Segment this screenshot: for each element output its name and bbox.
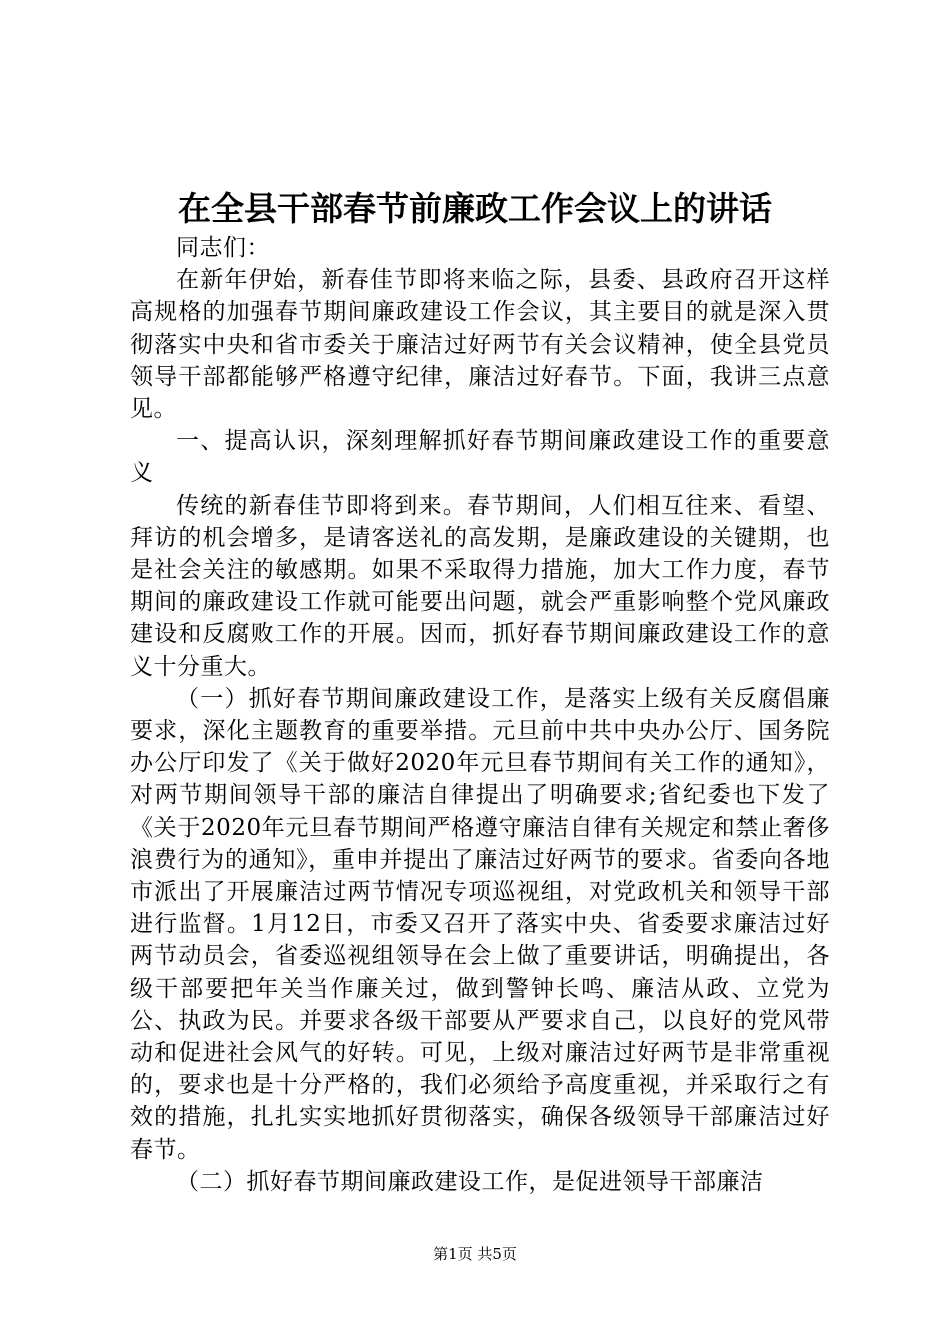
body-paragraph: 传统的新春佳节即将到来。春节期间，人们相互往来、看望、拜访的机会增多，是请客送礼的高发期，是廉政建设的关键期，也是社会关注的敏感期。如果不采取得力措施，加大工作力度，春节期间的廉政建设工作就可能要出问题，就会严重影响整个党风廉政建设和反腐败工作的开展。因而，抓好春节期间廉政建设工作的意义十分重大。 bbox=[130, 492, 830, 680]
body-paragraph: （二）抓好春节期间廉政建设工作，是促进领导干部廉洁 bbox=[176, 1168, 764, 1195]
page-number-footer: 第1页 共5页 bbox=[433, 1245, 517, 1263]
greeting-paragraph: 同志们： bbox=[176, 235, 270, 261]
intro-paragraph: 在新年伊始，新春佳节即将来临之际，县委、县政府召开这样高规格的加强春节期间廉政建设工作会议，其主要目的就是深入贯彻落实中央和省市委关于廉洁过好两节有关会议精神，使全县党员领导干部都能够严格遵守纪律，廉洁过好春节。下面，我讲三点意见。 bbox=[130, 267, 830, 423]
section-heading: 一、提高认识，深刻理解抓好春节期间廉政建设工作的重要意义 bbox=[130, 428, 830, 487]
body-paragraph: （一）抓好春节期间廉政建设工作，是落实上级有关反腐倡廉要求，深化主题教育的重要举措。元旦前中共中央办公厅、国务院办公厅印发了《关于做好2020年元旦春节期间有关工作的通知》，对两节期间领导干部的廉洁自律提出了明确要求;省纪委也下发了《关于2020年元旦春节期间严格遵守廉洁自律有关规定和禁止奢侈浪费行为的通知》，重申并提出了廉洁过好两节的要求。省委向各地市派出了开展廉洁过两节情况专项巡视组，对党政机关和领导干部进行监督。1月12日，市委又召开了落实中央、省委要求廉洁过好两节动员会，省委巡视组领导在会上做了重要讲话，明确提出，各级干部要把年关当作廉关过，做到警钟长鸣、廉洁从政、立党为公、执政为民。并要求各级干部要从严要求自己，以良好的党风带动和促进社会风气的好转。可见，上级对廉洁过好两节是非常重视的，要求也是十分严格的，我们必须给予高度重视，并采取行之有效的措施，扎扎实实地抓好贯彻落实，确保各级领导干部廉洁过好春节。 bbox=[130, 685, 830, 1163]
document-body bbox=[130, 232, 830, 1198]
document-title: 在全县干部春节前廉政工作会议上的讲话 bbox=[178, 189, 772, 228]
